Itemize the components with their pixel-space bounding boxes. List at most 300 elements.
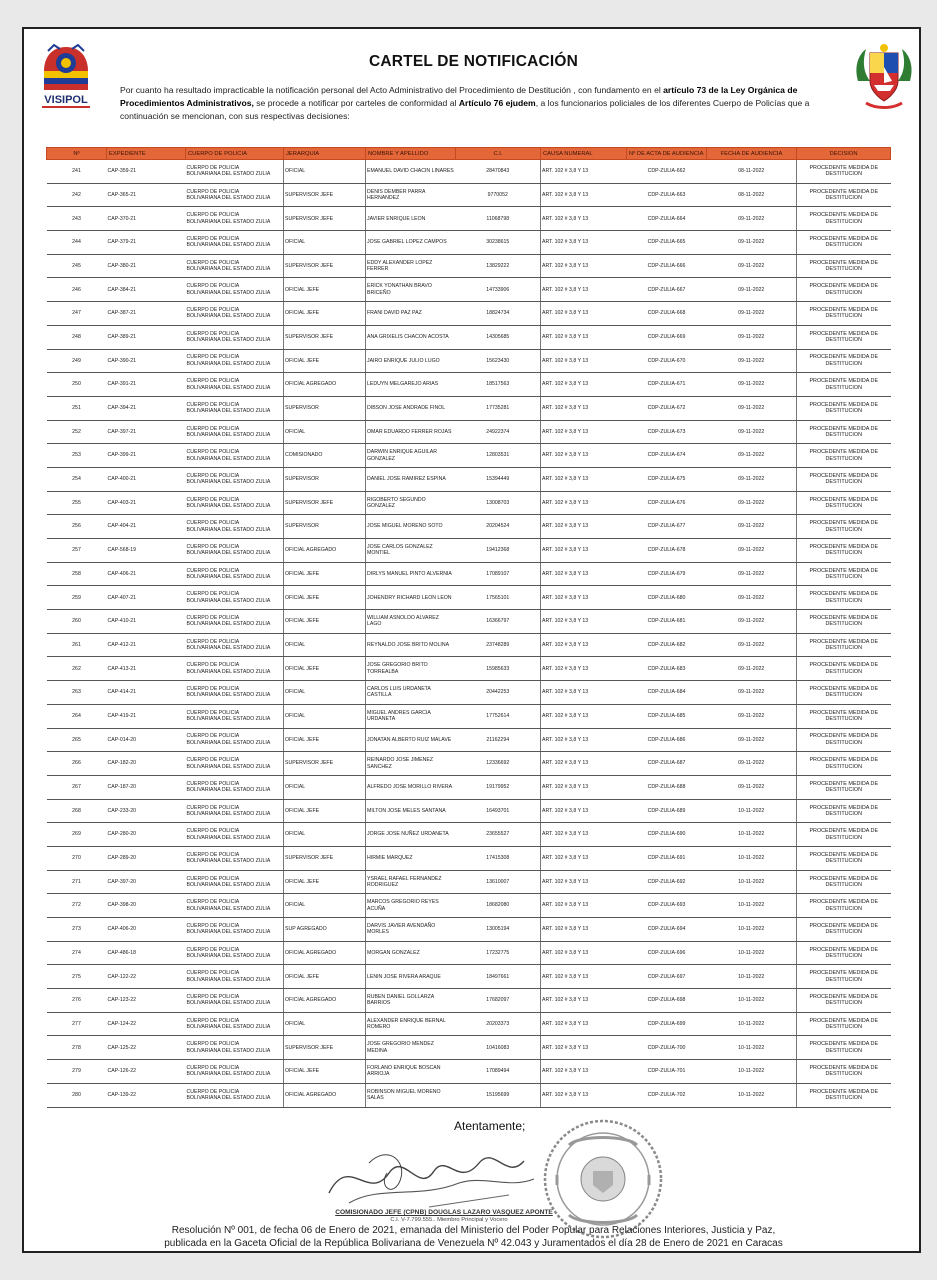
decision-line: PROCEDENTE MEDIDA DE <box>809 804 879 811</box>
cuerpo-policia-line: CUERPO DE POLICIA <box>186 899 240 906</box>
decision <box>797 704 891 728</box>
acta-audiencia: CDP-ZULIA-674 <box>627 444 707 468</box>
nombre-apellido: JOHENDRY RICHARD LEON LEON <box>366 586 456 610</box>
table-row <box>47 1012 891 1036</box>
decision-line: PROCEDENTE MEDIDA DE <box>809 496 879 503</box>
cuerpo-policia-line: BOLIVARIANA DEL ESTADO ZULIA <box>186 858 271 865</box>
decision-line: PROCEDENTE MEDIDA DE <box>809 615 879 621</box>
nombre-apellido: ALEXANDER ENRIQUE BERNAL ROMERO <box>366 1012 456 1036</box>
cuerpo-policia-line: BOLIVARIANA DEL ESTADO ZULIA <box>186 479 271 486</box>
decision-line: DESTITUCION <box>825 953 863 960</box>
cuerpo-policia-line: CUERPO DE POLICIA <box>186 472 240 479</box>
row-number: 253 <box>47 444 107 468</box>
fecha-audiencia: 09-11-2022 <box>707 562 797 586</box>
causa-numeral: ART. 102 # 3,8 Y 13 <box>541 989 627 1013</box>
causa-numeral: ART. 102 # 3,8 Y 13 <box>541 539 627 563</box>
row-number: 276 <box>47 989 107 1013</box>
jerarquia: OFICIAL JEFE <box>284 799 366 823</box>
cedula: 12803531 <box>456 444 541 468</box>
jerarquia: SUPERVISOR <box>284 467 366 491</box>
fecha-audiencia: 10-11-2022 <box>707 894 797 918</box>
decision <box>797 515 891 539</box>
causa-numeral: ART. 102 # 3,8 Y 13 <box>541 846 627 870</box>
cuerpo-policia <box>186 846 284 870</box>
cuerpo-policia <box>186 491 284 515</box>
nombre-apellido: EDDY ALEXANDER LOPEZ FERRER <box>366 254 456 278</box>
row-number: 261 <box>47 633 107 657</box>
fecha-audiencia: 09-11-2022 <box>707 752 797 776</box>
cedula: 24922374 <box>456 420 541 444</box>
cuerpo-policia <box>186 1083 284 1107</box>
decision <box>797 1060 891 1084</box>
table-row <box>47 657 891 681</box>
nombre-apellido: DARWIN ENRIQUE AGUILAR GONZALEZ <box>366 444 456 468</box>
fecha-audiencia: 10-11-2022 <box>707 1083 797 1107</box>
cuerpo-policia <box>186 918 284 942</box>
row-number: 279 <box>47 1060 107 1084</box>
cuerpo-policia-line: BOLIVARIANA DEL ESTADO ZULIA <box>186 384 271 391</box>
row-number: 260 <box>47 610 107 634</box>
cedula: 17089107 <box>456 562 541 586</box>
causa-numeral: ART. 102 # 3,8 Y 13 <box>541 254 627 278</box>
expediente: CAP-139-22 <box>107 1083 186 1107</box>
nombre-apellido: OMAR EDUARDO FERRER ROJAS <box>366 420 456 444</box>
jerarquia: OFICIAL <box>284 420 366 444</box>
cuerpo-policia-line: BOLIVARIANA DEL ESTADO ZULIA <box>186 360 271 367</box>
cuerpo-policia <box>186 704 284 728</box>
decision <box>797 231 891 255</box>
signer-name: COMISIONADO JEFE (CPNB) DOUGLAS LAZARO VASQUEZ APONTE <box>335 1209 553 1216</box>
expediente: CAP-400-21 <box>107 467 186 491</box>
row-number: 266 <box>47 752 107 776</box>
cuerpo-policia-line: CUERPO DE POLICIA <box>186 236 240 242</box>
acta-audiencia: CDP-ZULIA-681 <box>627 610 707 634</box>
acta-audiencia: CDP-ZULIA-672 <box>627 396 707 420</box>
decision-line: PROCEDENTE MEDIDA DE <box>809 970 879 977</box>
cuerpo-policia-line: BOLIVARIANA DEL ESTADO ZULIA <box>186 1095 271 1102</box>
cedula: 11068798 <box>456 207 541 231</box>
jerarquia: OFICIAL AGREGADO <box>284 539 366 563</box>
cuerpo-policia <box>186 941 284 965</box>
decision-line: DESTITUCION <box>825 431 863 438</box>
column-header: Nº <box>47 148 107 160</box>
jerarquia: SUPERVISOR <box>284 515 366 539</box>
acta-audiencia: CDP-ZULIA-690 <box>627 823 707 847</box>
fecha-audiencia: 09-11-2022 <box>707 491 797 515</box>
fecha-audiencia: 10-11-2022 <box>707 846 797 870</box>
fecha-audiencia: 09-11-2022 <box>707 467 797 491</box>
cuerpo-policia-line: CUERPO DE POLICIA <box>186 496 240 503</box>
cuerpo-policia <box>186 728 284 752</box>
decision <box>797 870 891 894</box>
jerarquia: OFICIAL JEFE <box>284 657 366 681</box>
decision-line: PROCEDENTE MEDIDA DE <box>809 401 879 408</box>
row-number: 254 <box>47 467 107 491</box>
acta-audiencia: CDP-ZULIA-675 <box>627 467 707 491</box>
decision-line: DESTITUCION <box>825 313 863 320</box>
jerarquia: SUPERVISOR JEFE <box>284 254 366 278</box>
cuerpo-policia <box>186 278 284 302</box>
fecha-audiencia: 09-11-2022 <box>707 420 797 444</box>
nombre-apellido: REYNALDO JOSE BRITO MOLINA <box>366 633 456 657</box>
column-header: CUERPO DE POLICIA <box>186 148 284 160</box>
expediente: CAP-380-21 <box>107 254 186 278</box>
expediente: CAP-123-22 <box>107 989 186 1013</box>
fecha-audiencia: 09-11-2022 <box>707 586 797 610</box>
acta-audiencia: CDP-ZULIA-671 <box>627 373 707 397</box>
decision <box>797 894 891 918</box>
table-row <box>47 183 891 207</box>
table-row <box>47 728 891 752</box>
causa-numeral: ART. 102 # 3,8 Y 13 <box>541 278 627 302</box>
column-header: EXPEDIENTE <box>107 148 186 160</box>
nombre-apellido: ROBINSON MIGUEL MORENO SALAS <box>366 1083 456 1107</box>
jerarquia: OFICIAL <box>284 160 366 184</box>
table-header-row <box>47 148 891 160</box>
expediente: CAP-125-22 <box>107 1036 186 1060</box>
acta-audiencia: CDP-ZULIA-689 <box>627 799 707 823</box>
acta-audiencia: CDP-ZULIA-687 <box>627 752 707 776</box>
decision <box>797 444 891 468</box>
acta-audiencia: CDP-ZULIA-699 <box>627 1012 707 1036</box>
decision <box>797 918 891 942</box>
cedula: 9770052 <box>456 183 541 207</box>
decision-line: PROCEDENTE MEDIDA DE <box>809 757 879 764</box>
nombre-apellido: CARLOS LUIS URDANETA CASTILLA <box>366 681 456 705</box>
cedula: 28470843 <box>456 160 541 184</box>
cuerpo-policia-line: BOLIVARIANA DEL ESTADO ZULIA <box>186 881 271 888</box>
cuerpo-policia-line: BOLIVARIANA DEL ESTADO ZULIA <box>186 337 271 344</box>
row-number: 278 <box>47 1036 107 1060</box>
causa-numeral: ART. 102 # 3,8 Y 13 <box>541 965 627 989</box>
fecha-audiencia: 10-11-2022 <box>707 870 797 894</box>
decision <box>797 657 891 681</box>
cuerpo-policia <box>186 254 284 278</box>
cuerpo-policia-line: BOLIVARIANA DEL ESTADO ZULIA <box>186 716 271 723</box>
acta-audiencia: CDP-ZULIA-684 <box>627 681 707 705</box>
row-number: 256 <box>47 515 107 539</box>
cuerpo-policia-line: CUERPO DE POLICIA <box>186 283 240 290</box>
decision-line: PROCEDENTE MEDIDA DE <box>809 259 879 266</box>
jerarquia: SUPERVISOR JEFE <box>284 325 366 349</box>
expediente: CAP-359-21 <box>107 160 186 184</box>
cuerpo-policia <box>186 539 284 563</box>
expediente: CAP-014-20 <box>107 728 186 752</box>
jerarquia: OFICIAL <box>284 681 366 705</box>
expediente: CAP-568-19 <box>107 539 186 563</box>
cedula: 17735281 <box>456 396 541 420</box>
cuerpo-policia-line: CUERPO DE POLICIA <box>186 188 240 195</box>
cuerpo-policia-line: BOLIVARIANA DEL ESTADO ZULIA <box>186 763 271 770</box>
decision-line: PROCEDENTE MEDIDA DE <box>809 899 879 906</box>
decision-line: PROCEDENTE MEDIDA DE <box>809 520 879 527</box>
causa-numeral: ART. 102 # 3,8 Y 13 <box>541 775 627 799</box>
expediente: CAP-397-21 <box>107 420 186 444</box>
fecha-audiencia: 09-11-2022 <box>707 633 797 657</box>
decision <box>797 846 891 870</box>
fecha-audiencia: 10-11-2022 <box>707 1036 797 1060</box>
decision <box>797 989 891 1013</box>
acta-audiencia: CDP-ZULIA-698 <box>627 989 707 1013</box>
expediente: CAP-391-21 <box>107 373 186 397</box>
causa-numeral: ART. 102 # 3,8 Y 13 <box>541 444 627 468</box>
row-number: 242 <box>47 183 107 207</box>
table-row <box>47 349 891 373</box>
jerarquia: OFICIAL JEFE <box>284 965 366 989</box>
decision <box>797 278 891 302</box>
cuerpo-policia-line: CUERPO DE POLICIA <box>186 1065 240 1072</box>
decision-line: DESTITUCION <box>825 621 863 628</box>
decision-line: DESTITUCION <box>825 242 863 249</box>
decision <box>797 207 891 231</box>
nombre-apellido: EMANUEL DAVID CHACIN LINARES <box>366 160 456 184</box>
cuerpo-policia-line: CUERPO DE POLICIA <box>186 378 240 385</box>
cuerpo-policia-line: BOLIVARIANA DEL ESTADO ZULIA <box>186 668 271 675</box>
decision-line: DESTITUCION <box>825 574 863 581</box>
table-row <box>47 989 891 1013</box>
decision-line: PROCEDENTE MEDIDA DE <box>809 733 879 740</box>
cuerpo-policia-line: BOLIVARIANA DEL ESTADO ZULIA <box>186 976 271 983</box>
decision-line: DESTITUCION <box>825 1095 863 1102</box>
cuerpo-policia <box>186 444 284 468</box>
nombre-apellido: FRANI DAVID PAZ PAZ <box>366 302 456 326</box>
cedula: 15394449 <box>456 467 541 491</box>
footer-line-2: publicada en la Gaceta Oficial de la República Bolivariana de Venezuela Nº 42.043 y Juramentados el día 28 de Enero de 2021 en Caracas <box>164 1238 783 1249</box>
column-header: FECHA DE AUDIENCIA <box>707 148 797 160</box>
cuerpo-policia <box>186 894 284 918</box>
nombre-apellido: DIBSON JOSE ANDRADE FINOL <box>366 396 456 420</box>
nombre-apellido: YSRAEL RAFAEL FERNANDEZ RODRIGUEZ <box>366 870 456 894</box>
decision <box>797 183 891 207</box>
decision-line: DESTITUCION <box>825 810 863 817</box>
decision <box>797 396 891 420</box>
decision-line: DESTITUCION <box>825 1024 863 1031</box>
table-row <box>47 846 891 870</box>
acta-audiencia: CDP-ZULIA-702 <box>627 1083 707 1107</box>
decision-line: DESTITUCION <box>825 337 863 344</box>
table-row <box>47 278 891 302</box>
cedula: 15195699 <box>456 1083 541 1107</box>
nombre-apellido: DENIS DEMBER PARRA HERNANDEZ <box>366 183 456 207</box>
cedula: 20204524 <box>456 515 541 539</box>
cuerpo-policia-line: CUERPO DE POLICIA <box>186 543 240 550</box>
jerarquia: SUPERVISOR JEFE <box>284 183 366 207</box>
acta-audiencia: CDP-ZULIA-683 <box>627 657 707 681</box>
causa-numeral: ART. 102 # 3,8 Y 13 <box>541 1083 627 1107</box>
row-number: 248 <box>47 325 107 349</box>
causa-numeral: ART. 102 # 3,8 Y 13 <box>541 681 627 705</box>
nombre-apellido: MIGUEL ANDRES GARCIA URDANETA <box>366 704 456 728</box>
acta-audiencia: CDP-ZULIA-676 <box>627 491 707 515</box>
row-number: 265 <box>47 728 107 752</box>
table-row <box>47 254 891 278</box>
table-row <box>47 467 891 491</box>
decision-line: PROCEDENTE MEDIDA DE <box>809 212 879 219</box>
fecha-audiencia: 09-11-2022 <box>707 373 797 397</box>
acta-audiencia: CDP-ZULIA-664 <box>627 207 707 231</box>
causa-numeral: ART. 102 # 3,8 Y 13 <box>541 325 627 349</box>
fecha-audiencia: 09-11-2022 <box>707 396 797 420</box>
cedula: 18824734 <box>456 302 541 326</box>
jerarquia: OFICIAL JEFE <box>284 1060 366 1084</box>
decision-line: DESTITUCION <box>825 360 863 367</box>
cuerpo-policia-line: CUERPO DE POLICIA <box>186 662 240 669</box>
cuerpo-policia-line: BOLIVARIANA DEL ESTADO ZULIA <box>186 692 271 699</box>
fecha-audiencia: 09-11-2022 <box>707 515 797 539</box>
table-row <box>47 799 891 823</box>
cedula: 18517563 <box>456 373 541 397</box>
decision <box>797 254 891 278</box>
cuerpo-policia <box>186 515 284 539</box>
row-number: 263 <box>47 681 107 705</box>
decision-line: DESTITUCION <box>825 858 863 865</box>
table-row <box>47 681 891 705</box>
decision-line: DESTITUCION <box>825 195 863 202</box>
causa-numeral: ART. 102 # 3,8 Y 13 <box>541 799 627 823</box>
acta-audiencia: CDP-ZULIA-666 <box>627 254 707 278</box>
fecha-audiencia: 09-11-2022 <box>707 231 797 255</box>
cuerpo-policia-line: BOLIVARIANA DEL ESTADO ZULIA <box>186 834 271 841</box>
causa-numeral: ART. 102 # 3,8 Y 13 <box>541 752 627 776</box>
column-header: NOMBRE Y APELLIDO <box>366 148 456 160</box>
cuerpo-policia <box>186 586 284 610</box>
decision-line: DESTITUCION <box>825 763 863 770</box>
decision-line: PROCEDENTE MEDIDA DE <box>809 164 879 171</box>
cedula: 19179952 <box>456 775 541 799</box>
cedula: 18497661 <box>456 965 541 989</box>
acta-audiencia: CDP-ZULIA-688 <box>627 775 707 799</box>
cedula: 23748289 <box>456 633 541 657</box>
table-row <box>47 752 891 776</box>
cedula: 17682097 <box>456 989 541 1013</box>
nombre-apellido: REINARDO JOSE JIMENEZ SANCHEZ <box>366 752 456 776</box>
nombre-apellido: DARVIS JAVIER AVENDAÑO MORLES <box>366 918 456 942</box>
decision-line: DESTITUCION <box>825 502 863 509</box>
decision-line: PROCEDENTE MEDIDA DE <box>809 686 879 693</box>
nombre-apellido: WILLIAM ASNOLDO ALVAREZ LAGO <box>366 610 456 634</box>
expediente: CAP-182-20 <box>107 752 186 776</box>
nombre-apellido: FORLANO ENRIQUE BOSCAN ARRIOJA <box>366 1060 456 1084</box>
row-number: 251 <box>47 396 107 420</box>
fecha-audiencia: 10-11-2022 <box>707 941 797 965</box>
cuerpo-policia-line: BOLIVARIANA DEL ESTADO ZULIA <box>186 266 271 273</box>
fecha-audiencia: 09-11-2022 <box>707 539 797 563</box>
cuerpo-policia-line: CUERPO DE POLICIA <box>186 425 240 432</box>
jerarquia: OFICIAL JEFE <box>284 610 366 634</box>
expediente: CAP-404-21 <box>107 515 186 539</box>
nombre-apellido: JOSE GREGORIO BRITO TORREALBA <box>366 657 456 681</box>
fecha-audiencia: 09-11-2022 <box>707 278 797 302</box>
decision-line: DESTITUCION <box>825 692 863 699</box>
decision <box>797 1036 891 1060</box>
footer-line-1: Resolución Nº 001, de fecha 06 de Enero de 2021, emanada del Ministerio del Poder Popular para Relaciones Interiores, Justicia y Paz, <box>171 1225 776 1236</box>
decision-line: DESTITUCION <box>825 408 863 415</box>
decision <box>797 420 891 444</box>
row-number: 275 <box>47 965 107 989</box>
cuerpo-policia-line: CUERPO DE POLICIA <box>186 638 240 645</box>
nombre-apellido: JORGE JOSE NUÑEZ URDANETA <box>366 823 456 847</box>
cuerpo-policia-line: CUERPO DE POLICIA <box>186 520 240 527</box>
decision-line: PROCEDENTE MEDIDA DE <box>809 1017 879 1024</box>
cuerpo-policia-line: BOLIVARIANA DEL ESTADO ZULIA <box>186 621 271 628</box>
decision-line: DESTITUCION <box>825 455 863 462</box>
jerarquia: SUPERVISOR <box>284 396 366 420</box>
cuerpo-policia-line: BOLIVARIANA DEL ESTADO ZULIA <box>186 289 271 296</box>
acta-audiencia: CDP-ZULIA-678 <box>627 539 707 563</box>
table-row <box>47 562 891 586</box>
jerarquia: SUPERVISOR JEFE <box>284 752 366 776</box>
cuerpo-policia-line: CUERPO DE POLICIA <box>186 922 240 929</box>
decision-line: DESTITUCION <box>825 905 863 912</box>
cedula: 20442253 <box>456 681 541 705</box>
cuerpo-policia-line: CUERPO DE POLICIA <box>186 875 240 882</box>
fecha-audiencia: 09-11-2022 <box>707 681 797 705</box>
table-row <box>47 302 891 326</box>
acta-audiencia: CDP-ZULIA-677 <box>627 515 707 539</box>
decision <box>797 539 891 563</box>
fecha-audiencia: 09-11-2022 <box>707 349 797 373</box>
cuerpo-policia-line: CUERPO DE POLICIA <box>186 615 240 621</box>
decision-line: PROCEDENTE MEDIDA DE <box>809 307 879 314</box>
expediente: CAP-413-21 <box>107 657 186 681</box>
expediente: CAP-390-21 <box>107 349 186 373</box>
expediente: CAP-365-21 <box>107 183 186 207</box>
row-number: 273 <box>47 918 107 942</box>
fecha-audiencia: 08-11-2022 <box>707 160 797 184</box>
jerarquia: OFICIAL JEFE <box>284 728 366 752</box>
cuerpo-policia <box>186 657 284 681</box>
jerarquia: OFICIAL <box>284 704 366 728</box>
column-header: DECISION <box>797 148 891 160</box>
nombre-apellido: MORGAN GONZALEZ <box>366 941 456 965</box>
expediente: CAP-126-22 <box>107 1060 186 1084</box>
fecha-audiencia: 09-11-2022 <box>707 302 797 326</box>
expediente: CAP-387-21 <box>107 302 186 326</box>
row-number: 264 <box>47 704 107 728</box>
jerarquia: OFICIAL AGREGADO <box>284 941 366 965</box>
causa-numeral: ART. 102 # 3,8 Y 13 <box>541 396 627 420</box>
expediente: CAP-406-21 <box>107 562 186 586</box>
row-number: 267 <box>47 775 107 799</box>
table-row <box>47 610 891 634</box>
decision-line: PROCEDENTE MEDIDA DE <box>809 662 879 669</box>
row-number: 259 <box>47 586 107 610</box>
column-header: C.I. <box>456 148 541 160</box>
cuerpo-policia-line: BOLIVARIANA DEL ESTADO ZULIA <box>186 242 271 249</box>
nombre-apellido: ERICK YONATHAN BRAVO BRICEÑO <box>366 278 456 302</box>
cedula: 16493701 <box>456 799 541 823</box>
handwritten-signature <box>309 1133 549 1213</box>
causa-numeral: ART. 102 # 3,8 Y 13 <box>541 373 627 397</box>
table-row <box>47 918 891 942</box>
row-number: 252 <box>47 420 107 444</box>
jerarquia: OFICIAL JEFE <box>284 586 366 610</box>
decision-line: PROCEDENTE MEDIDA DE <box>809 851 879 858</box>
decision-line: PROCEDENTE MEDIDA DE <box>809 236 879 242</box>
causa-numeral: ART. 102 # 3,8 Y 13 <box>541 1036 627 1060</box>
table-row <box>47 870 891 894</box>
decision-line: DESTITUCION <box>825 384 863 391</box>
nombre-apellido: LEDUYN MELGAREJO ARIAS <box>366 373 456 397</box>
cuerpo-policia-line: CUERPO DE POLICIA <box>186 591 240 598</box>
expediente: CAP-403-21 <box>107 491 186 515</box>
cuerpo-policia <box>186 160 284 184</box>
cuerpo-policia-line: CUERPO DE POLICIA <box>186 567 240 574</box>
jerarquia: OFICIAL JEFE <box>284 562 366 586</box>
decision-line: PROCEDENTE MEDIDA DE <box>809 330 879 337</box>
cuerpo-policia-line: BOLIVARIANA DEL ESTADO ZULIA <box>186 1024 271 1031</box>
jerarquia: OFICIAL <box>284 1012 366 1036</box>
